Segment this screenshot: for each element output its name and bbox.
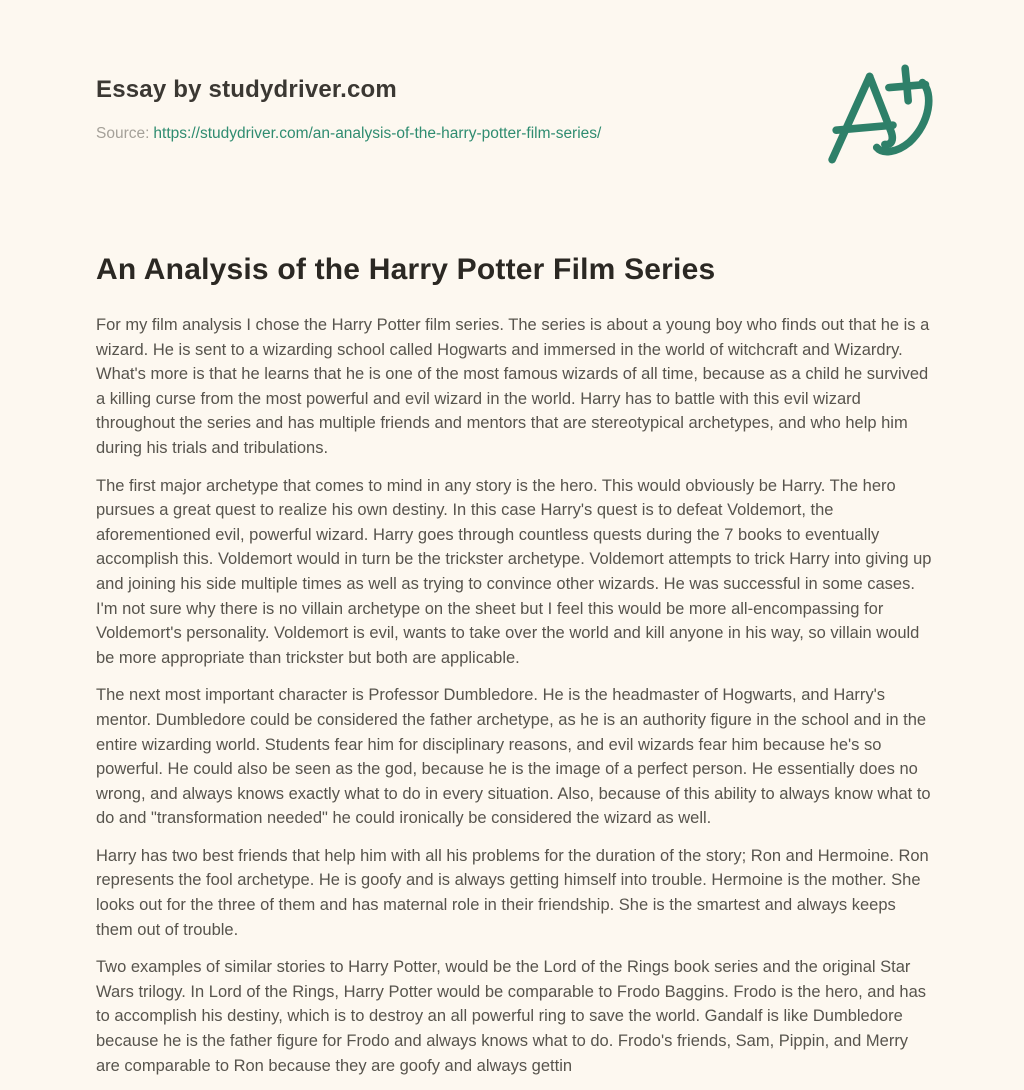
essay-paragraph: Two examples of similar stories to Harry Potter, would be the Lord of the Rings book series and the original Star Wars trilogy. In Lord of the Rings, Harry Potter would be comparable to Frodo Baggins. Frodo is the hero, and has to accomplish his destiny, which is to destroy an all powerful ring to save the world. Gandalf is like Dumbledore because he is the father figure for Frodo and always knows what to do. Frodo's friends, Sam, Pippin, and Merry are comparable to Ron because they are goofy and always gettin [96, 958, 926, 1075]
essay-paragraph: Harry has two best friends that help him with all his problems for the duration of the story; Ron and Hermoine. Ron represents the fool archetype. He is goofy and is always getting himself into trouble. Hermoine is the mother. She looks out for the three of them and has maternal role in their friendship. She is the smartest and always keeps them out of trouble. [96, 846, 929, 939]
essay-paragraph: The first major archetype that comes to mind in any story is the hero. This would obviously be Harry. The hero pursues a great quest to realize his own destiny. In this case Harry's quest is to defeat Voldemort, the aforementioned evil, powerful wizard. Harry goes through countless quests during the 7 books to eventually accomplish this. Voldemort would in turn be the trickster archetype. Voldemort attempts to trick Harry into giving up and joining his side multiple times as well as trying to convince other wizards. He was successful in some cases. I'm not sure why there is no villain archetype on the sheet but I feel this would be more all-encompassing for Voldemort's personality. Voldemort is evil, wants to take over the world and kill anyone in his way, so villain would be more appropriate than trickster but both are applicable. [96, 476, 932, 667]
a-plus-logo-icon [824, 58, 966, 172]
source-line [96, 125, 932, 143]
essay-paragraph: The next most important character is Professor Dumbledore. He is the headmaster of Hogwarts, and Harry's mentor. Dumbledore could be considered the father archetype, as he is an authority figure in the school and in the entire wizarding world. Students fear him for disciplinary reasons, and evil wizards fear him because he's so powerful. He could also be seen as the god, because he is the image of a perfect person. He essentially does no wrong, and always knows exactly what to do in every situation. Also, because of this ability to always know what to do and "transformation needed" he could ironically be considered the wizard as well. [96, 686, 931, 828]
essay-body [96, 313, 932, 1078]
brand-title: Essay by studydriver.com [96, 76, 397, 103]
source-label: Source: [96, 125, 150, 142]
page-title: An Analysis of the Harry Potter Film Series [96, 253, 716, 286]
source-url-link[interactable]: https://studydriver.com/an-analysis-of-the-harry-potter-film-series/ [153, 125, 602, 142]
essay-paragraph: For my film analysis I chose the Harry Potter film series. The series is about a young boy who finds out that he is a wizard. He is sent to a wizarding school called Hogwarts and immersed in the world of witchcraft and Wizardry. What's more is that he learns that he is one of the most famous wizards of all time, because as a child he survived a killing curse from the most powerful and evil wizard in the world. Harry has to battle with this evil wizard throughout the series and has multiple friends and mentors that are stereotypical archetypes, and who help him during his trials and tribulations. [96, 316, 930, 457]
